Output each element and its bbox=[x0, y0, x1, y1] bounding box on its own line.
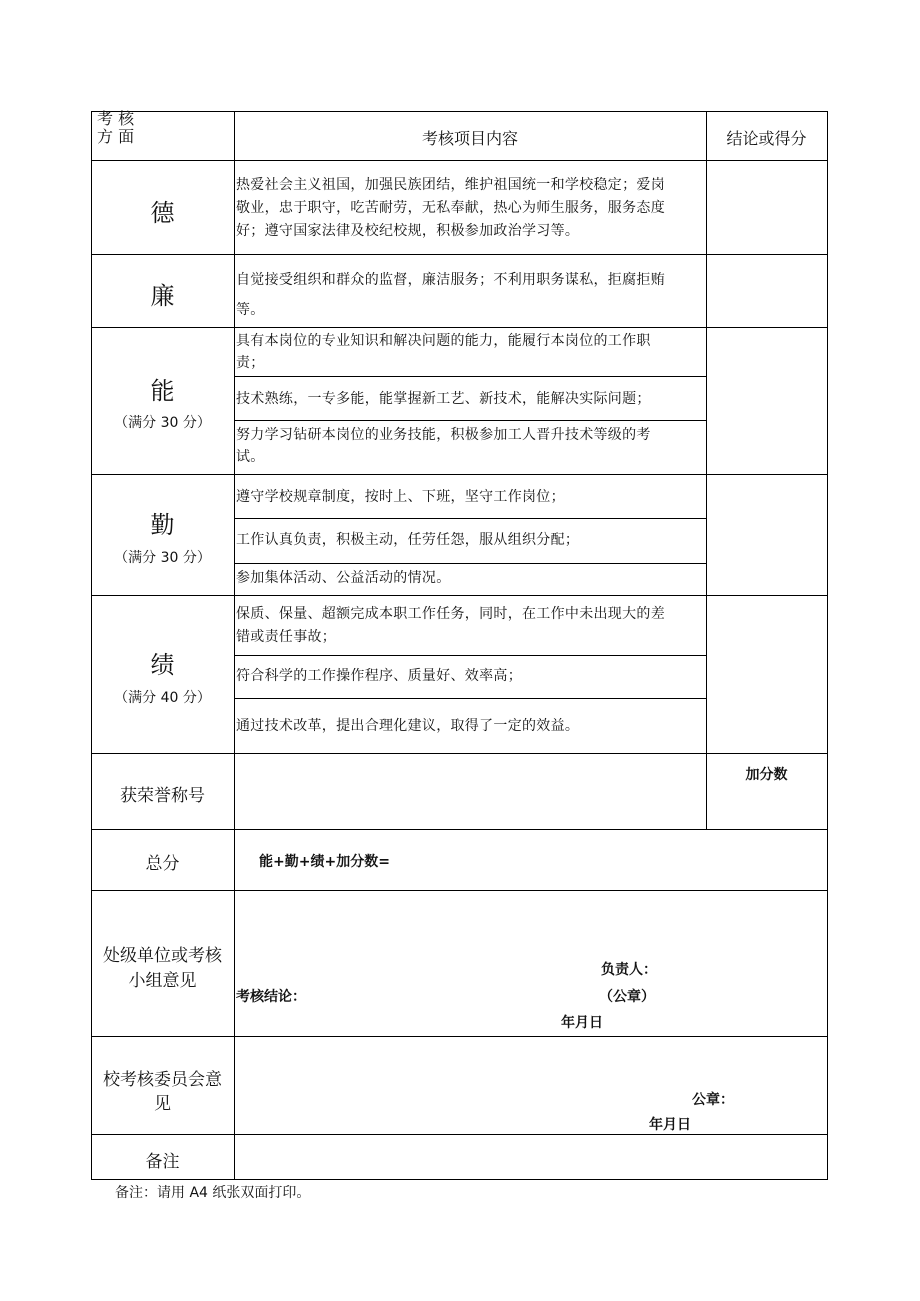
section-score-qin: （满分 30 分） bbox=[114, 550, 211, 566]
text-line: 保质、保量、超额完成本职工作任务，同时，在工作中未出现大的差 bbox=[236, 606, 665, 622]
ji-item-1 bbox=[236, 603, 665, 649]
section-label-ji: 绩 bbox=[150, 651, 175, 679]
neng-item-2 bbox=[236, 388, 651, 411]
section-text-lian bbox=[236, 265, 665, 325]
header-content: 考核项目内容 bbox=[421, 129, 518, 148]
dept-seal: （公章） bbox=[599, 989, 655, 1005]
text-line: 敬业，忠于职守，吃苦耐劳，无私奉献，热心为师生服务，服务态度 bbox=[236, 200, 665, 216]
committee-seal: 公章： bbox=[692, 1092, 734, 1108]
subrow-divider bbox=[234, 420, 706, 421]
text-line: 参加集体活动、公益活动的情况。 bbox=[236, 570, 451, 586]
subrow-divider bbox=[234, 698, 706, 699]
total-label: 总分 bbox=[145, 854, 180, 874]
row-divider bbox=[91, 890, 827, 891]
row-divider bbox=[91, 829, 827, 830]
column-divider bbox=[234, 111, 235, 1180]
text-line: 热爱社会主义祖国，加强民族团结，维护祖国统一和学校稳定；爱岗 bbox=[236, 177, 665, 193]
total-formula: 能+勤+绩+加分数= bbox=[259, 854, 390, 870]
dept-responsible: 负责人： bbox=[601, 962, 657, 978]
section-score-ji: （满分 40 分） bbox=[114, 690, 211, 706]
section-score-neng: （满分 30 分） bbox=[114, 415, 211, 431]
section-label-qin: 勤 bbox=[150, 511, 175, 539]
row-divider bbox=[91, 1134, 827, 1135]
ji-item-2 bbox=[236, 665, 522, 688]
row-divider bbox=[91, 327, 827, 328]
text-line: 等。 bbox=[236, 302, 265, 318]
text-line: 遵守学校规章制度，按时上、下班，坚守工作岗位； bbox=[236, 489, 565, 505]
committee-label-line2: 见 bbox=[154, 1094, 171, 1114]
header-result: 结论或得分 bbox=[726, 129, 807, 148]
dept-date: 年月日 bbox=[561, 1015, 603, 1031]
text-line: 具有本岗位的专业知识和解决问题的能力，能履行本岗位的工作职 bbox=[236, 333, 651, 349]
section-label-neng: 能 bbox=[150, 377, 175, 405]
row-divider bbox=[91, 753, 827, 754]
text-line: 技术熟练，一专多能，能掌握新工艺、新技术，能解决实际问题； bbox=[236, 391, 651, 407]
text-line: 符合科学的工作操作程序、质量好、效率高； bbox=[236, 668, 522, 684]
table-border-top bbox=[91, 111, 827, 112]
dept-label-line2: 小组意见 bbox=[128, 971, 197, 991]
qin-item-3 bbox=[236, 567, 451, 590]
table-border-bottom bbox=[91, 1179, 827, 1180]
committee-label-line1: 校考核委员会意 bbox=[103, 1070, 222, 1090]
ji-item-3 bbox=[236, 715, 579, 738]
row-divider bbox=[91, 1036, 827, 1037]
section-text-de bbox=[236, 174, 665, 243]
section-label-de: 德 bbox=[150, 199, 175, 227]
qin-item-1 bbox=[236, 486, 565, 509]
text-line: 通过技术改革，提出合理化建议，取得了一定的效益。 bbox=[236, 718, 580, 734]
row-divider bbox=[91, 160, 827, 161]
committee-date: 年月日 bbox=[649, 1117, 691, 1133]
footnote: 备注：请用 A4 纸张双面打印。 bbox=[115, 1185, 311, 1201]
subrow-divider bbox=[234, 376, 706, 377]
bonus-label: 加分数 bbox=[745, 767, 788, 783]
header-aspect-line2: 方 面 bbox=[97, 127, 135, 146]
neng-item-1 bbox=[236, 330, 651, 374]
dept-label-line1: 处级单位或考核 bbox=[103, 946, 222, 966]
column-divider bbox=[706, 111, 707, 830]
text-line: 工作认真负责，积极主动，任劳任怨，服从组织分配； bbox=[236, 532, 580, 548]
honor-label: 获荣誉称号 bbox=[120, 786, 205, 806]
text-line: 好；遵守国家法律及校纪校规，积极参加政治学习等。 bbox=[236, 223, 580, 239]
row-divider bbox=[91, 254, 827, 255]
text-line: 错或责任事故； bbox=[236, 629, 337, 645]
remarks-label: 备注 bbox=[145, 1152, 180, 1172]
text-line: 试。 bbox=[236, 449, 265, 465]
text-line: 努力学习钻研本岗位的业务技能，积极参加工人晋升技术等级的考 bbox=[236, 427, 651, 443]
row-divider bbox=[91, 595, 827, 596]
header-aspect-line1: 考 核 bbox=[97, 109, 135, 128]
dept-conclusion: 考核结论： bbox=[236, 989, 306, 1005]
row-divider bbox=[91, 474, 827, 475]
section-label-lian: 廉 bbox=[150, 282, 175, 310]
subrow-divider bbox=[234, 563, 706, 564]
neng-item-3 bbox=[236, 424, 651, 468]
subrow-divider bbox=[234, 655, 706, 656]
text-line: 责； bbox=[236, 355, 265, 371]
subrow-divider bbox=[234, 518, 706, 519]
text-line: 自觉接受组织和群众的监督，廉洁服务；不利用职务谋私，拒腐拒贿 bbox=[236, 272, 665, 288]
qin-item-2 bbox=[236, 529, 579, 552]
table-border-right bbox=[827, 111, 828, 1180]
